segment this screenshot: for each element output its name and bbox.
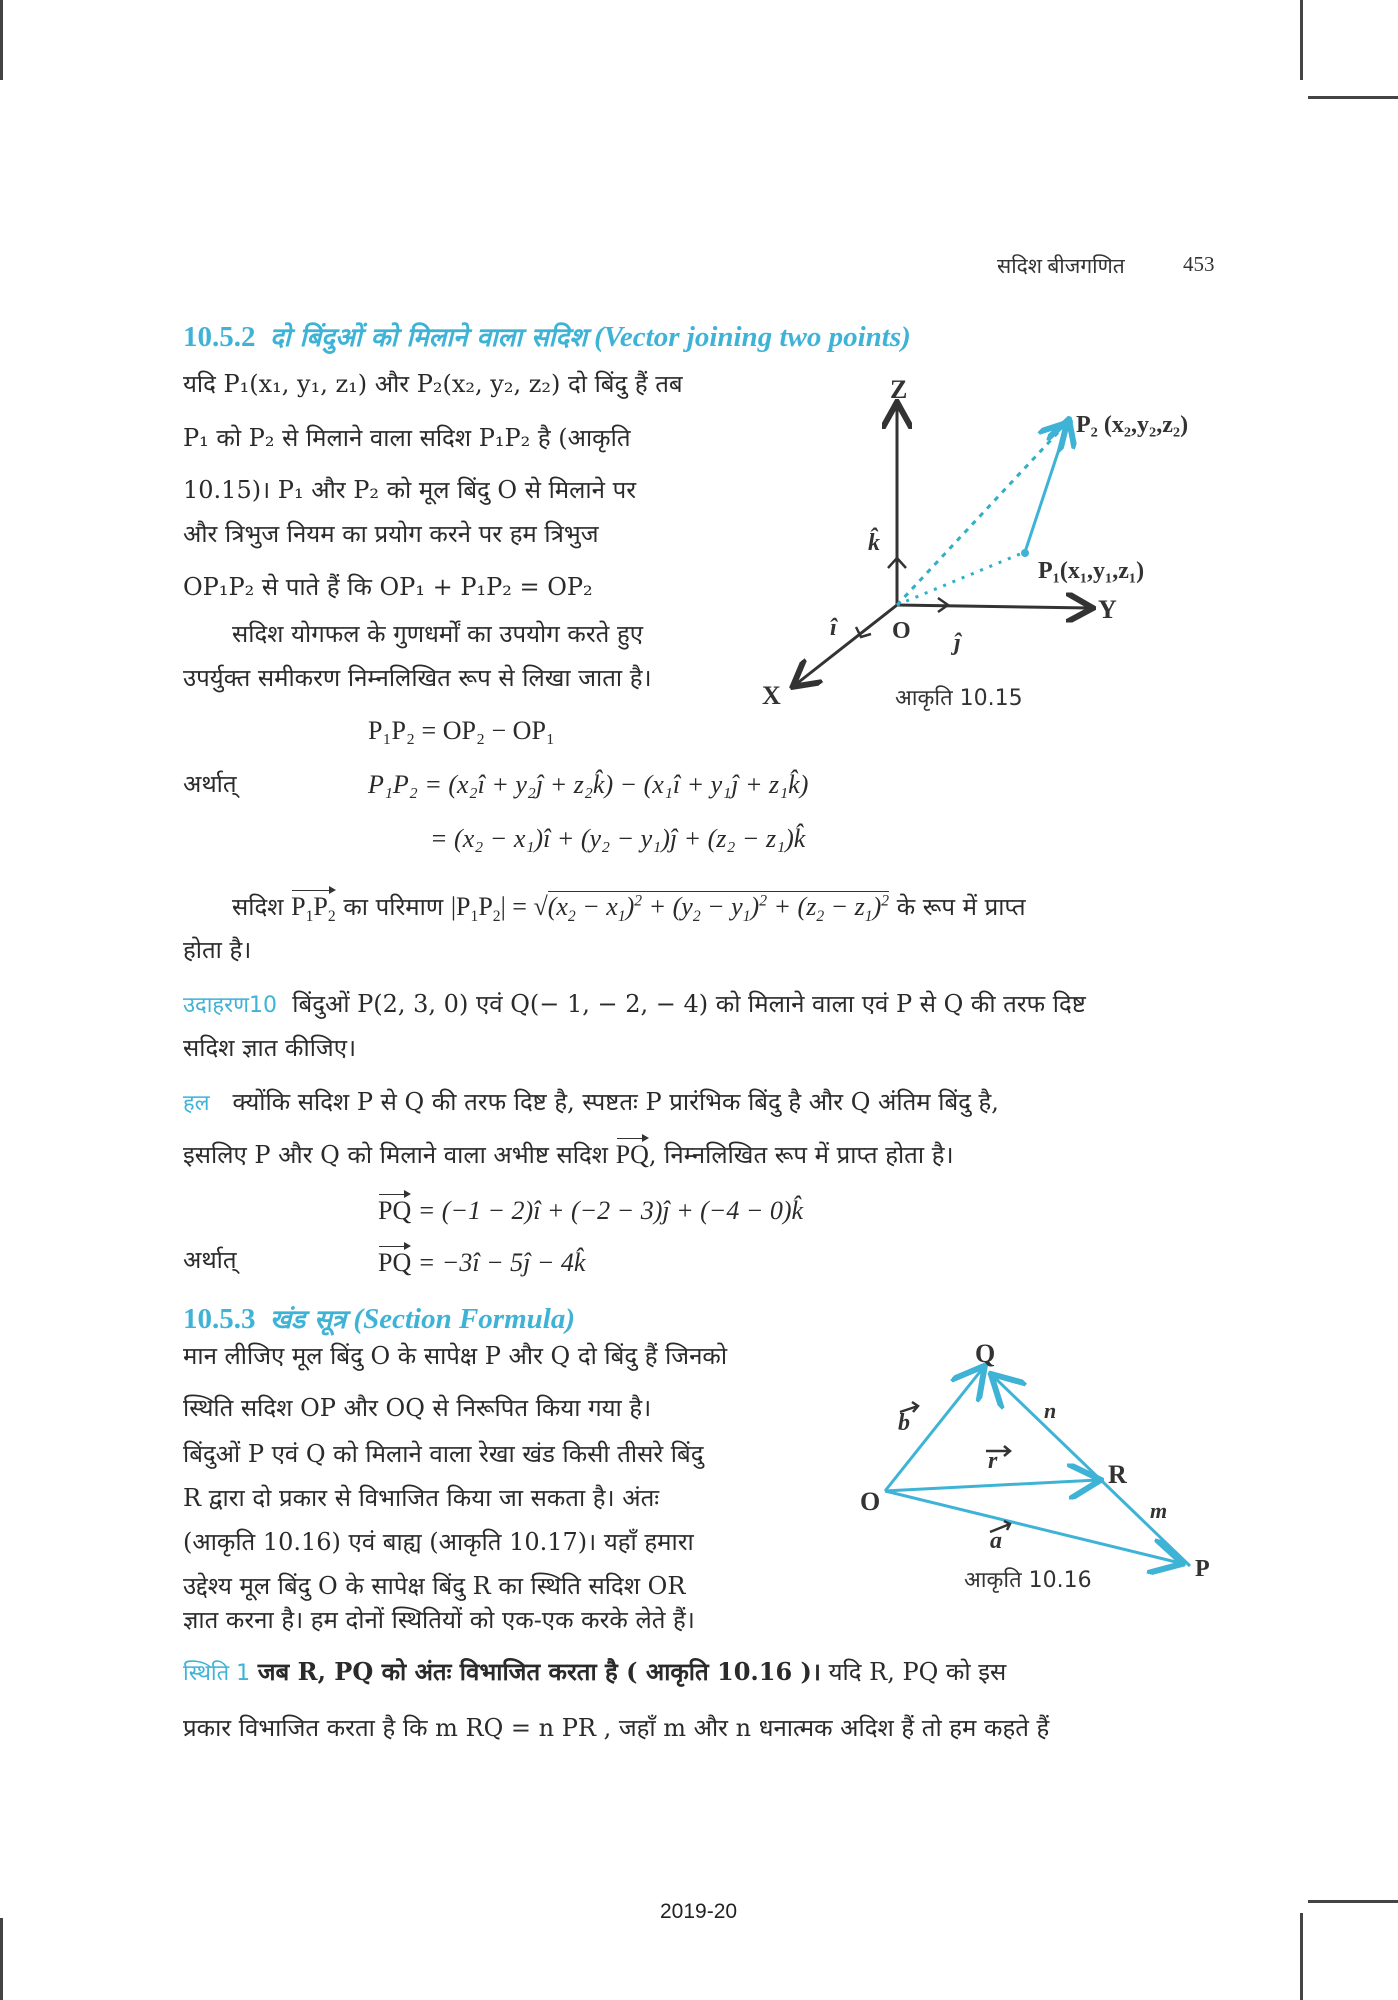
crop-mark-top-right-horizontal <box>1308 96 1398 99</box>
y-axis-label: Y <box>1098 595 1117 624</box>
footer-year: 2019-20 <box>660 1900 738 1923</box>
3d-axes-diagram <box>760 360 1240 720</box>
para-line: 10.15)। P₁ और P₂ को मूल बिंदु O से मिलाने पर <box>183 476 637 504</box>
vector-a-label: a <box>990 1528 1002 1554</box>
crop-mark-bottom-right-horizontal <box>1308 1900 1398 1903</box>
para-line: और त्रिभुज नियम का प्रयोग करने पर हम त्रिभुज <box>183 520 599 548</box>
para-line: OP₁P₂ से पाते हैं कि OP₁ + P₁P₂ = OP₂ <box>183 573 593 601</box>
x-axis-label: X <box>762 681 781 710</box>
point-q-label: Q <box>975 1339 996 1368</box>
para-line: बिंदुओं P एवं Q को मिलाने वाला रेखा खंड किसी तीसरे बिंदु <box>183 1440 704 1468</box>
magnitude-formula: $|P_1P_2| = √(x_2 - x_1)^2 + (y_2 - y_1)^2 + (z_2 - z_1)^2$ <box>450 892 890 926</box>
para-line: उपर्युक्त समीकरण निम्नलिखित रूप से लिखा जाता है। <box>183 664 652 692</box>
example-label: उदाहरण10 <box>183 993 278 1018</box>
crop-mark-bottom-right-vertical <box>1300 1913 1303 2000</box>
example-eq-1-rhs: = (−1 − 2)î + (−2 − 3)ĵ + (−4 − 0)k̂ <box>417 1196 804 1225</box>
case-1-text-1: यदि R, PQ को इस <box>828 1658 1007 1686</box>
case-1-label: स्थिति 1 <box>183 1661 251 1686</box>
running-header-title: सदिश बीजगणित <box>997 254 1125 278</box>
magnitude-mid: का परिमाण <box>343 893 444 921</box>
section-title-english: (Vector joining two points) <box>594 321 911 353</box>
example-text-2: सदिश ज्ञात कीजिए। <box>183 1034 357 1062</box>
z-axis-label: Z <box>890 375 908 404</box>
arthat-label: अर्थात् <box>183 770 237 798</box>
section-title-english: (Section Formula) <box>353 1303 575 1335</box>
section-title-hindi: दो बिंदुओं को मिलाने वाला सदिश <box>270 323 587 353</box>
example-eq-1 <box>378 1192 803 1224</box>
vector-b-label: b <box>898 1410 910 1436</box>
equation-p1p2-expanded: P₁P₂ = (x₂î + y₂ĵ + z₂k̂) − (x₁î + y₁ĵ + z₁k̂) <box>368 770 809 799</box>
para-line: उद्देश्य मूल बिंदु O के सापेक्ष बिंदु R का स्थिति सदिश OR <box>183 1572 686 1600</box>
ratio-n-label: n <box>1044 1398 1057 1423</box>
equation-p1p2: P₁P₂ = OP₂ − OP₁ <box>368 716 555 745</box>
page-number: 453 <box>1183 252 1215 276</box>
para-line: ज्ञात करना है। हम दोनों स्थितियों को एक-एक करके लेते हैं। <box>183 1606 695 1634</box>
section-number: 10.5.3 <box>183 1303 256 1335</box>
solution-text-1: क्योंकि सदिश P से Q की तरफ दिष्ट है, स्पष्टतः P प्रारंभिक बिंदु है और Q अंतिम बिंदु है, <box>232 1088 999 1116</box>
point-p-label: P <box>1195 1556 1210 1582</box>
vector-p1p2: $P_1P_2$ <box>291 888 336 925</box>
para-line: सदिश योगफल के गुणधर्मों का उपयोग करते हुए <box>232 620 643 648</box>
solution-text-2-pre: इसलिए P और Q को मिलाने वाला अभीष्ट सदिश <box>183 1141 609 1169</box>
section-number: 10.5.2 <box>183 321 256 353</box>
crop-mark-bottom-left <box>0 1918 3 2000</box>
j-hat-label: ĵ <box>954 630 961 656</box>
equation-p1p2-simplified: = (x₂ − x₁)î + (y₂ − y₁)ĵ + (z₂ − z₁)k̂ <box>430 824 806 853</box>
solution-text-2-post: , निम्नलिखित रूप में प्राप्त होता है। <box>648 1141 954 1169</box>
figure-10-16 <box>850 1320 1230 1600</box>
point-p1-label: P₁(x₁,y₁,z₁) <box>1038 558 1145 584</box>
example-10 <box>183 992 1086 1017</box>
para-line: (आकृति 10.16) एवं बाह्य (आकृति 10.17)। यहाँ हमारा <box>183 1528 694 1556</box>
magnitude-pre: सदिश <box>232 893 284 921</box>
solution-label: हल <box>183 1091 210 1116</box>
arthat-label-2: अर्थात् <box>183 1246 237 1274</box>
para-line: स्थिति सदिश OP और OQ से निरूपित किया गया है। <box>183 1394 652 1422</box>
k-hat-label: k̂ <box>868 530 880 556</box>
figure-caption: आकृति 10.15 <box>895 686 1023 711</box>
section-formula-triangle <box>850 1320 1230 1600</box>
vector-r-label: r <box>988 1448 998 1474</box>
origin-label: O <box>892 618 911 644</box>
crop-mark-top-left <box>0 0 3 80</box>
section-title-hindi: खंड सूत्र <box>270 1305 347 1335</box>
magnitude-line-2: होता है। <box>183 936 252 964</box>
case-1-title: जब R, PQ को अंतः विभाजित करता है ( आकृति 10.16 )। <box>257 1657 821 1686</box>
i-hat-label: î <box>830 615 837 641</box>
magnitude-post: के रूप में प्राप्त <box>896 893 1026 921</box>
magnitude-line <box>232 888 1026 925</box>
para-line: P₁ को P₂ से मिलाने वाला सदिश P₁P₂ है (आकृति <box>183 424 631 452</box>
figure-caption: आकृति 10.16 <box>964 1568 1092 1593</box>
section-heading-10-5-2 <box>183 318 911 354</box>
point-o-label: O <box>860 1487 881 1516</box>
example-eq-2-rhs: = −3î − 5ĵ − 4k̂ <box>417 1248 586 1277</box>
ratio-m-label: m <box>1150 1498 1168 1523</box>
para-line: R द्वारा दो प्रकार से विभाजित किया जा सकता है। अंतः <box>183 1484 660 1512</box>
example-text-1: बिंदुओं P(2, 3, 0) एवं Q(− 1, − 2, − 4) को मिलाने वाला एवं P से Q की तरफ दिष्ट <box>292 990 1086 1018</box>
para-line: मान लीजिए मूल बिंदु O के सापेक्ष P और Q दो बिंदु हैं जिनको <box>183 1342 728 1370</box>
solution-line-1 <box>183 1090 999 1115</box>
solution-line-2 <box>183 1136 954 1168</box>
case-1-line-1 <box>183 1657 1007 1686</box>
crop-mark-top-right-vertical <box>1300 0 1303 80</box>
point-p2-label: P₂ (x₂,y₂,z₂) <box>1076 412 1189 438</box>
vector-pq: PQ <box>378 1244 411 1276</box>
section-heading-10-5-3 <box>183 1300 575 1336</box>
figure-10-15 <box>760 360 1240 720</box>
vector-pq: PQ <box>616 1136 649 1168</box>
example-eq-2 <box>378 1244 585 1276</box>
para-line: यदि P₁(x₁, y₁, z₁) और P₂(x₂, y₂, z₂) दो बिंदु हैं तब <box>183 370 683 398</box>
vector-pq: PQ <box>378 1192 411 1224</box>
case-1-line-2: प्रकार विभाजित करता है कि m RQ = n PR , जहाँ m और n धनात्मक अदिश हैं तो हम कहते हैं <box>183 1714 1050 1742</box>
point-r-label: R <box>1108 1460 1127 1489</box>
